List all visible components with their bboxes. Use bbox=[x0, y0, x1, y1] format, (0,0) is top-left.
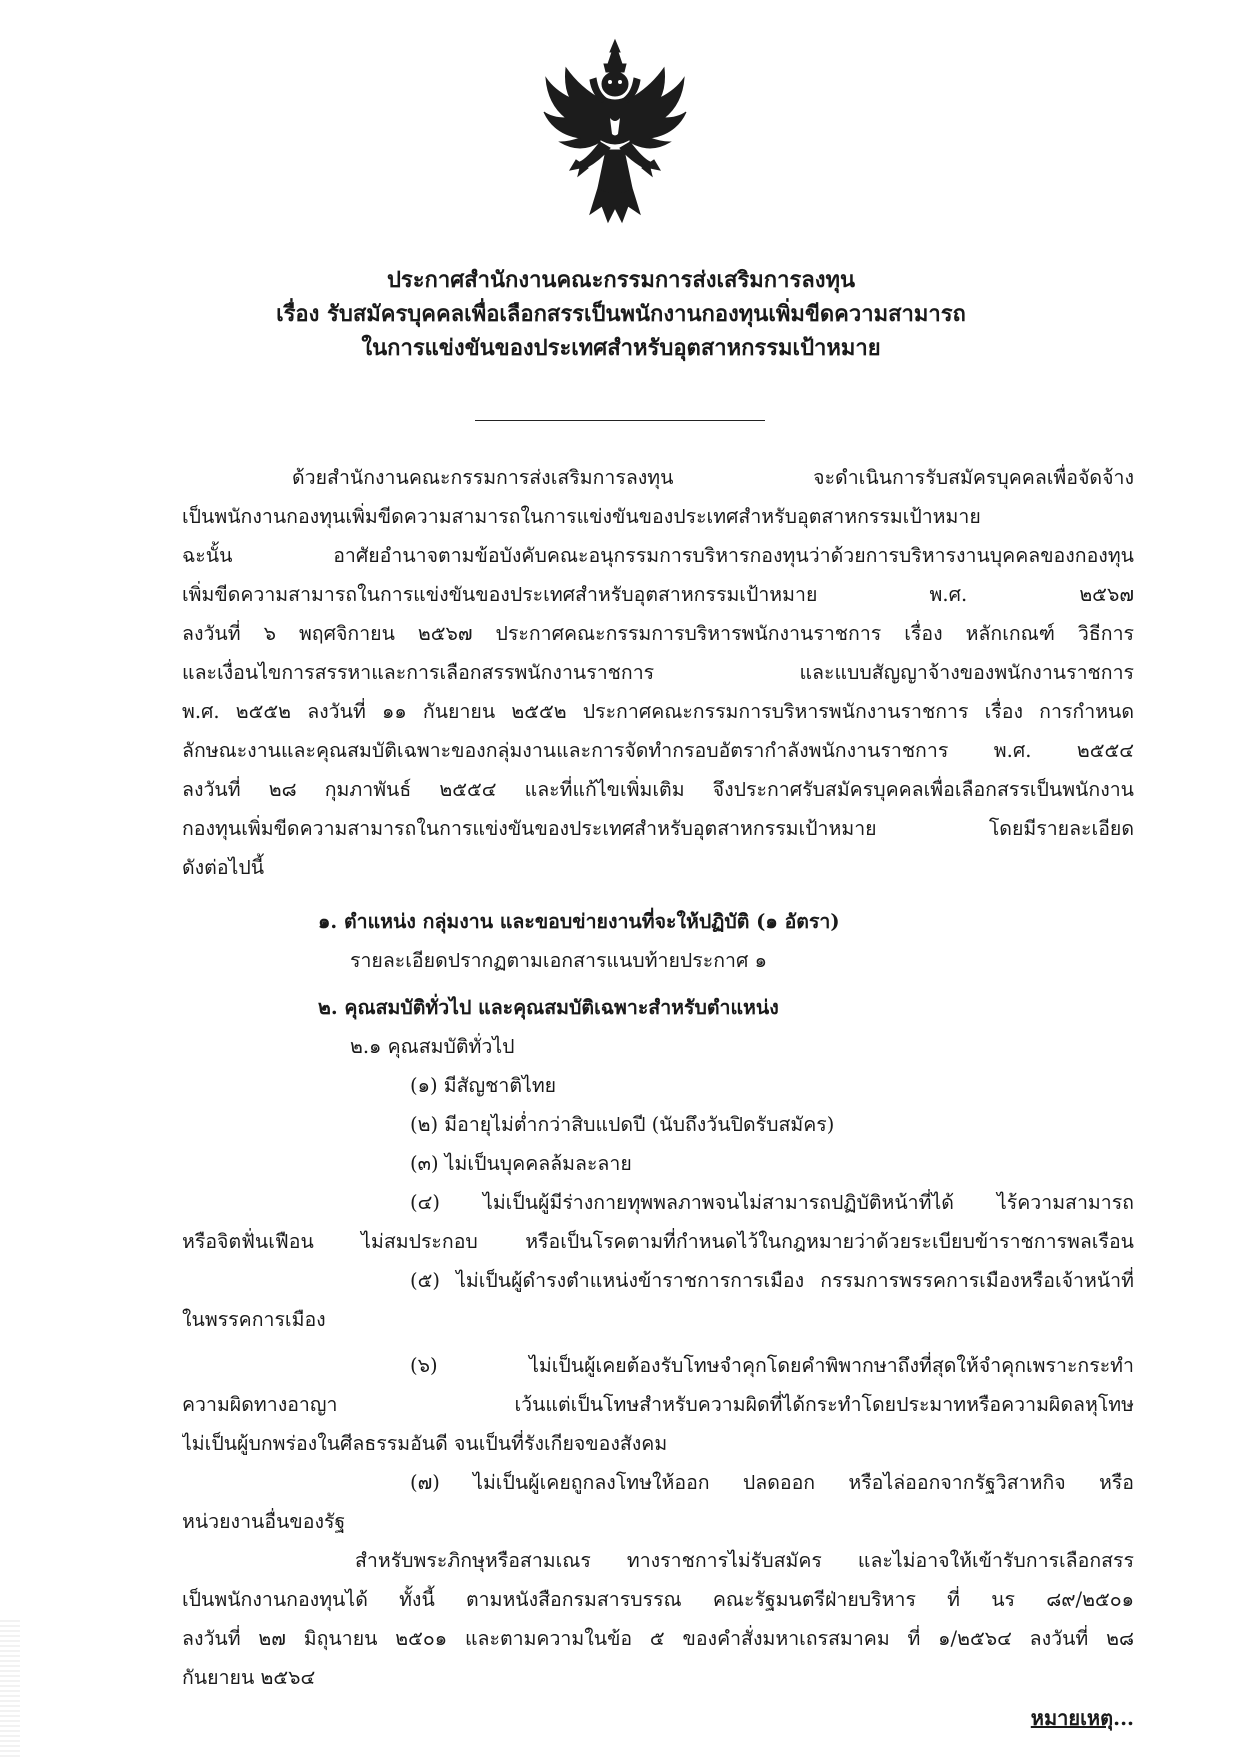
intro-line: เป็นพนักงานกองทุนเพิ่มขีดความสามารถในการแข่งขันของประเทศสำหรับอุตสาหกรรมเป้าหมาย bbox=[182, 505, 981, 528]
qualification-2: (๒) มีอายุไม่ต่ำกว่าสิบแปดปี (นับถึงวันปิดรับสมัคร) bbox=[410, 1113, 835, 1136]
section-2-heading: ๒. คุณสมบัติทั่วไป และคุณสมบัติเฉพาะสำหรับตำแหน่ง bbox=[318, 996, 779, 1019]
qualification-1: (๑) มีสัญชาติไทย bbox=[410, 1074, 557, 1097]
title-divider bbox=[475, 420, 765, 421]
qualification-4-continued: หรือจิตฟั่นเฟือน ไม่สมประกอบ หรือเป็นโรคตามที่กำหนดไว้ในกฎหมายว่าด้วยระเบียบข้าราชการพลเรือน bbox=[182, 1230, 1134, 1253]
intro-line: กองทุนเพิ่มขีดความสามารถในการแข่งขันของประเทศสำหรับอุตสาหกรรมเป้าหมาย โดยมีรายละเอียด bbox=[182, 817, 1134, 840]
garuda-emblem-icon bbox=[540, 38, 690, 228]
qualification-7: (๗) ไม่เป็นผู้เคยถูกลงโทษให้ออก ปลดออก หรือไล่ออกจากรัฐวิสาหกิจ หรือ bbox=[410, 1471, 1134, 1494]
intro-line: เพิ่มขีดความสามารถในการแข่งขันของประเทศสำหรับอุตสาหกรรมเป้าหมาย พ.ศ. ๒๕๖๗ bbox=[182, 583, 1134, 606]
section-1-detail: รายละเอียดปรากฏตามเอกสารแนบท้ายประกาศ ๑ bbox=[350, 949, 767, 972]
monk-note-line: เป็นพนักงานกองทุนได้ ทั้งนี้ ตามหนังสือกรมสารบรรณ คณะรัฐมนตรีฝ่ายบริหาร ที่ นร ๘๙/๒๕๐๑ bbox=[182, 1588, 1134, 1611]
monk-note-line: ลงวันที่ ๒๗ มิถุนายน ๒๕๐๑ และตามความในข้อ ๕ ของคำสั่งมหาเถรสมาคม ที่ ๑/๒๕๖๔ ลงวันที่ ๒๘ bbox=[182, 1627, 1134, 1650]
intro-line: ด้วยสำนักงานคณะกรรมการส่งเสริมการลงทุน จะดำเนินการรับสมัครบุคคลเพื่อจัดจ้าง bbox=[292, 466, 1134, 489]
announcement-title: ประกาศสำนักงานคณะกรรมการส่งเสริมการลงทุน bbox=[386, 267, 856, 293]
continuation-note bbox=[1031, 1701, 1134, 1735]
announcement-subject-continued: ในการแข่งขันของประเทศสำหรับอุตสาหกรรมเป้าหมาย bbox=[361, 335, 881, 361]
intro-line: พ.ศ. ๒๕๕๒ ลงวันที่ ๑๑ กันยายน ๒๕๕๒ ประกาศคณะกรรมการบริหารพนักงานราชการ เรื่อง การกำหนด bbox=[182, 700, 1134, 723]
intro-line: ลักษณะงานและคุณสมบัติเฉพาะของกลุ่มงานและการจัดทำกรอบอัตรากำลังพนักงานราชการ พ.ศ. ๒๕๕๔ bbox=[182, 739, 1134, 762]
section-2-1-heading: ๒.๑ คุณสมบัติทั่วไป bbox=[350, 1035, 515, 1058]
monk-note-line: กันยายน ๒๕๖๔ bbox=[182, 1666, 316, 1689]
monk-note-line: สำหรับพระภิกษุหรือสามเณร ทางราชการไม่รับสมัคร และไม่อาจให้เข้ารับการเลือกสรร bbox=[355, 1549, 1134, 1572]
intro-line: ดังต่อไปนี้ bbox=[182, 856, 265, 879]
section-1-heading: ๑. ตำแหน่ง กลุ่มงาน และขอบข่ายงานที่จะให้ปฏิบัติ (๑ อัตรา) bbox=[318, 910, 840, 933]
intro-line: ลงวันที่ ๒๘ กุมภาพันธ์ ๒๕๕๔ และที่แก้ไขเพิ่มเติม จึงประกาศรับสมัครบุคคลเพื่อเลือกสรรเป็นพนักงาน bbox=[182, 778, 1134, 801]
note-label: หมายเหตุ bbox=[1030, 1706, 1114, 1730]
qualification-6-continued: ความผิดทางอาญา เว้นแต่เป็นโทษสำหรับความผิดที่ได้กระทำโดยประมาทหรือความผิดลหุโทษ bbox=[182, 1393, 1134, 1416]
qualification-6-continued: ไม่เป็นผู้บกพร่องในศีลธรรมอันดี จนเป็นที่รังเกียจของสังคม bbox=[182, 1432, 668, 1455]
announcement-subject: เรื่อง รับสมัครบุคคลเพื่อเลือกสรรเป็นพนักงานกองทุนเพิ่มขีดความสามารถ bbox=[276, 301, 966, 327]
qualification-7-continued: หน่วยงานอื่นของรัฐ bbox=[182, 1510, 346, 1533]
intro-line: ลงวันที่ ๖ พฤศจิกายน ๒๕๖๗ ประกาศคณะกรรมการบริหารพนักงานราชการ เรื่อง หลักเกณฑ์ วิธีการ bbox=[182, 622, 1134, 645]
qualification-5-continued: ในพรรคการเมือง bbox=[182, 1308, 326, 1331]
qualification-6: (๖) ไม่เป็นผู้เคยต้องรับโทษจำคุกโดยคำพิพากษาถึงที่สุดให้จำคุกเพราะกระทำ bbox=[410, 1354, 1134, 1377]
intro-line: ฉะนั้น อาศัยอำนาจตามข้อบังคับคณะอนุกรรมการบริหารกองทุนว่าด้วยการบริหารงานบุคคลของกองทุน bbox=[182, 544, 1134, 567]
qualification-4: (๔) ไม่เป็นผู้มีร่างกายทุพพลภาพจนไม่สามารถปฏิบัติหน้าที่ได้ ไร้ความสามารถ bbox=[410, 1191, 1134, 1214]
qualification-5: (๕) ไม่เป็นผู้ดำรงตำแหน่งข้าราชการการเมือง กรรมการพรรคการเมืองหรือเจ้าหน้าที่ bbox=[410, 1269, 1134, 1292]
qualification-3: (๓) ไม่เป็นบุคคลล้มละลาย bbox=[410, 1152, 632, 1175]
scan-artifact bbox=[0, 1620, 20, 1757]
intro-line: และเงื่อนไขการสรรหาและการเลือกสรรพนักงานราชการ และแบบสัญญาจ้างของพนักงานราชการ bbox=[182, 661, 1134, 684]
continuation-ellipsis: ... bbox=[1113, 1706, 1134, 1730]
